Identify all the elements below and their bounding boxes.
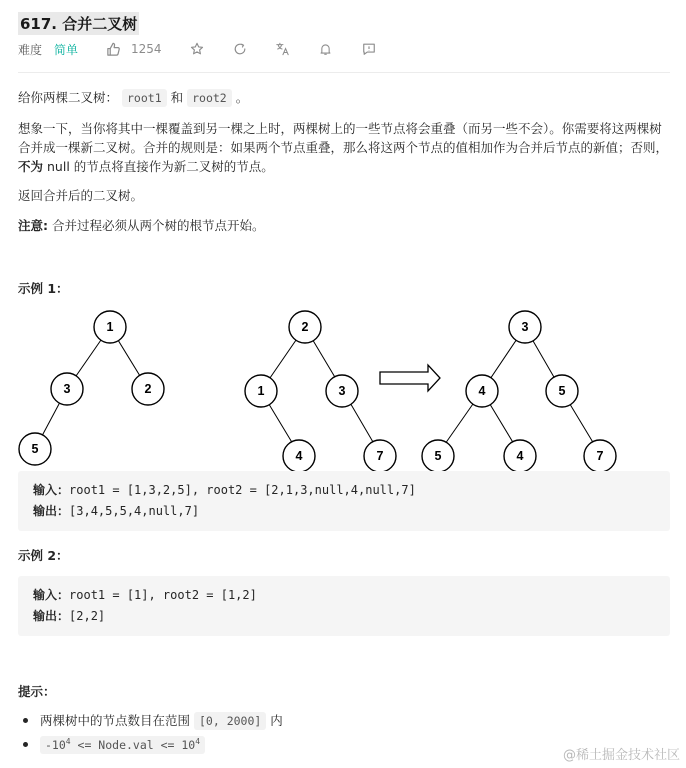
tree3-node-label: 7 xyxy=(596,449,604,463)
like-count: 1254 xyxy=(131,42,162,56)
translate-icon xyxy=(275,42,290,56)
hint-item xyxy=(40,733,283,757)
example1-code-block xyxy=(18,471,670,531)
tree1-node-label: 3 xyxy=(63,382,71,396)
feedback-icon xyxy=(362,42,376,56)
tree1-node-label: 2 xyxy=(144,382,152,396)
header-divider xyxy=(18,72,670,73)
like-button[interactable] xyxy=(106,42,162,57)
output-label: 输出： xyxy=(33,504,70,518)
translate-button[interactable] xyxy=(275,41,291,57)
tree1-node-label: 5 xyxy=(31,442,39,456)
subscribe-button[interactable] xyxy=(318,41,334,57)
tree3-node-label: 5 xyxy=(558,384,566,398)
favorite-button[interactable] xyxy=(189,41,205,57)
tree2-node-label: 4 xyxy=(295,449,303,463)
tree3-node-label: 5 xyxy=(434,449,442,463)
hint-range-code: [0, 2000] xyxy=(194,712,266,730)
example1-diagram xyxy=(10,302,650,474)
example2-input: root1 = [1], root2 = [1,2] xyxy=(69,588,257,602)
tree1-node-label: 1 xyxy=(106,320,114,334)
tree3-node-label: 3 xyxy=(521,320,529,334)
watermark: @稀土掘金技术社区 xyxy=(562,748,680,763)
description-paragraph-1: 给你两棵二叉树： root1 和 root2 。 xyxy=(18,90,249,105)
example2-output: [2,2] xyxy=(69,609,106,623)
code-root2: root2 xyxy=(187,89,232,107)
star-icon xyxy=(190,42,204,56)
tree2-node-label: 2 xyxy=(301,320,309,334)
feedback-button[interactable] xyxy=(361,41,377,57)
note-text: 合并过程必须从两个树的根节点开始。 xyxy=(51,218,265,233)
problem-meta xyxy=(18,38,377,60)
tree3-node-label: 4 xyxy=(516,449,524,463)
example1-input: root1 = [1,3,2,5], root2 = [2,1,3,null,4,null,7] xyxy=(69,483,416,497)
bell-icon xyxy=(319,42,332,56)
hints-heading: 提示： xyxy=(18,684,56,699)
tree2-node-label: 1 xyxy=(257,384,265,398)
example2-code-block xyxy=(18,576,670,636)
description-paragraph-3: 返回合并后的二叉树。 xyxy=(18,188,144,203)
input-label: 输入： xyxy=(33,483,70,497)
tree2-node-label: 7 xyxy=(376,449,384,463)
description-paragraph-2: 想象一下，当你将其中一棵覆盖到另一棵之上时，两棵树上的一些节点将会重叠（而另一些不会）。你需要将这两棵树合并成一棵新二叉树。合并的规则是：如果两个节点重叠，那么将这两个节点的值相加作为合并后节点的新值；否则，不为 null 的节点将直接作为新二叉树的节点。 xyxy=(18,121,669,174)
output-label: 输出： xyxy=(33,609,70,623)
problem-title: 617. 合并二叉树 xyxy=(18,12,139,35)
example2-heading: 示例 2： xyxy=(18,548,69,563)
hints-list xyxy=(40,709,283,757)
hint-val-code: $-10^4$ <= Node.val <= $10^4$ xyxy=(40,736,205,754)
difficulty-badge: 简单 xyxy=(54,42,79,57)
merge-arrow xyxy=(380,365,440,391)
input-label: 输入： xyxy=(33,588,70,602)
title-bar xyxy=(18,12,139,35)
note xyxy=(18,216,673,235)
thumb-up-icon xyxy=(106,42,121,57)
code-root1: root1 xyxy=(122,89,167,107)
tree3-node-label: 4 xyxy=(478,384,486,398)
hint-item: 两棵树中的节点数目在范围 [0, 2000] 内 xyxy=(40,709,283,733)
example1-output: [3,4,5,5,4,null,7] xyxy=(69,504,200,518)
difficulty-label: 难度 xyxy=(18,42,43,57)
note-label: 注意: xyxy=(18,218,48,233)
share-button[interactable] xyxy=(232,41,248,57)
example1-heading: 示例 1： xyxy=(18,281,69,296)
share-icon xyxy=(233,42,247,56)
tree2-node-label: 3 xyxy=(338,384,346,398)
